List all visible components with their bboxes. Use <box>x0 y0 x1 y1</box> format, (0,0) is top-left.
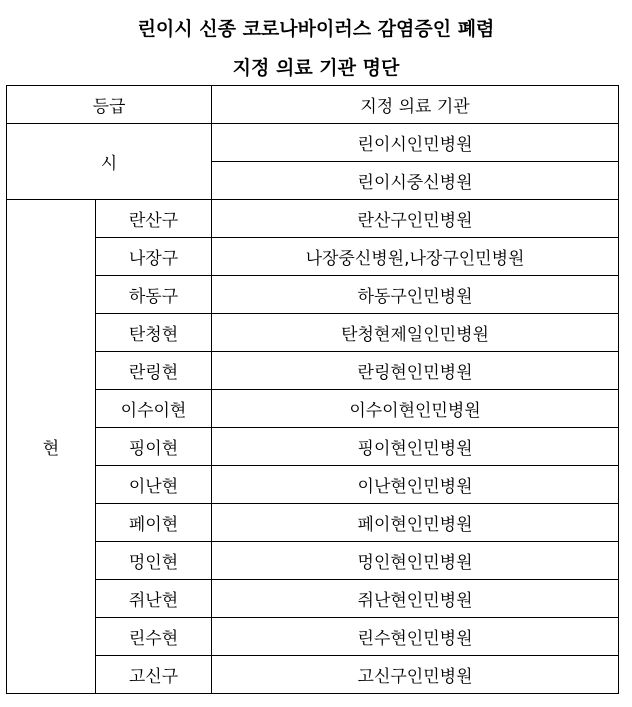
county-hospital: 쥐난현인민병원 <box>212 580 619 618</box>
county-area: 이난현 <box>96 466 212 504</box>
county-hospital: 린수현인민병원 <box>212 618 619 656</box>
county-area: 란산구 <box>96 200 212 238</box>
county-hospital: 하동구인민병원 <box>212 276 619 314</box>
table-row <box>7 656 619 694</box>
table-row <box>7 466 619 504</box>
county-hospital: 란링현인민병원 <box>212 352 619 390</box>
table-row <box>7 276 619 314</box>
header-row <box>7 86 619 124</box>
county-hospital: 이수이현인민병원 <box>212 390 619 428</box>
county-area: 하동구 <box>96 276 212 314</box>
header-grade: 등급 <box>7 86 212 124</box>
county-hospital: 멍인현인민병원 <box>212 542 619 580</box>
table-row <box>7 314 619 352</box>
county-hospital: 페이현인민병원 <box>212 504 619 542</box>
city-hospital: 린이시인민병원 <box>212 124 619 162</box>
county-hospital: 란산구인민병원 <box>212 200 619 238</box>
document-subtitle: 지정 의료 기관 명단 <box>232 57 400 79</box>
county-hospital: 탄청현제일인민병원 <box>212 314 619 352</box>
table-row <box>7 352 619 390</box>
county-area: 핑이현 <box>96 428 212 466</box>
city-hospital: 린이시중신병원 <box>212 162 619 200</box>
table-row <box>7 618 619 656</box>
county-area: 페이현 <box>96 504 212 542</box>
county-hospital: 나장중신병원,나장구인민병원 <box>212 238 619 276</box>
hospital-table <box>6 85 619 694</box>
county-area: 나장구 <box>96 238 212 276</box>
table-row <box>7 428 619 466</box>
table-row <box>7 504 619 542</box>
county-hospital: 고신구인민병원 <box>212 656 619 694</box>
table-row <box>7 238 619 276</box>
county-area: 탄청현 <box>96 314 212 352</box>
header-institution: 지정 의료 기관 <box>212 86 619 124</box>
table-row <box>7 580 619 618</box>
table-row <box>7 542 619 580</box>
county-area: 멍인현 <box>96 542 212 580</box>
table-row <box>7 390 619 428</box>
county-area: 이수이현 <box>96 390 212 428</box>
table-row <box>7 200 619 238</box>
county-area: 린수현 <box>96 618 212 656</box>
county-area: 쥐난현 <box>96 580 212 618</box>
county-area: 란링현 <box>96 352 212 390</box>
county-label: 현 <box>7 200 96 694</box>
city-label: 시 <box>7 124 212 200</box>
county-hospital: 핑이현인민병원 <box>212 428 619 466</box>
county-area: 고신구 <box>96 656 212 694</box>
document-title: 린이시 신종 코로나바이러스 감염증인 폐렴 <box>137 18 495 40</box>
county-hospital: 이난현인민병원 <box>212 466 619 504</box>
table-row <box>7 124 619 162</box>
